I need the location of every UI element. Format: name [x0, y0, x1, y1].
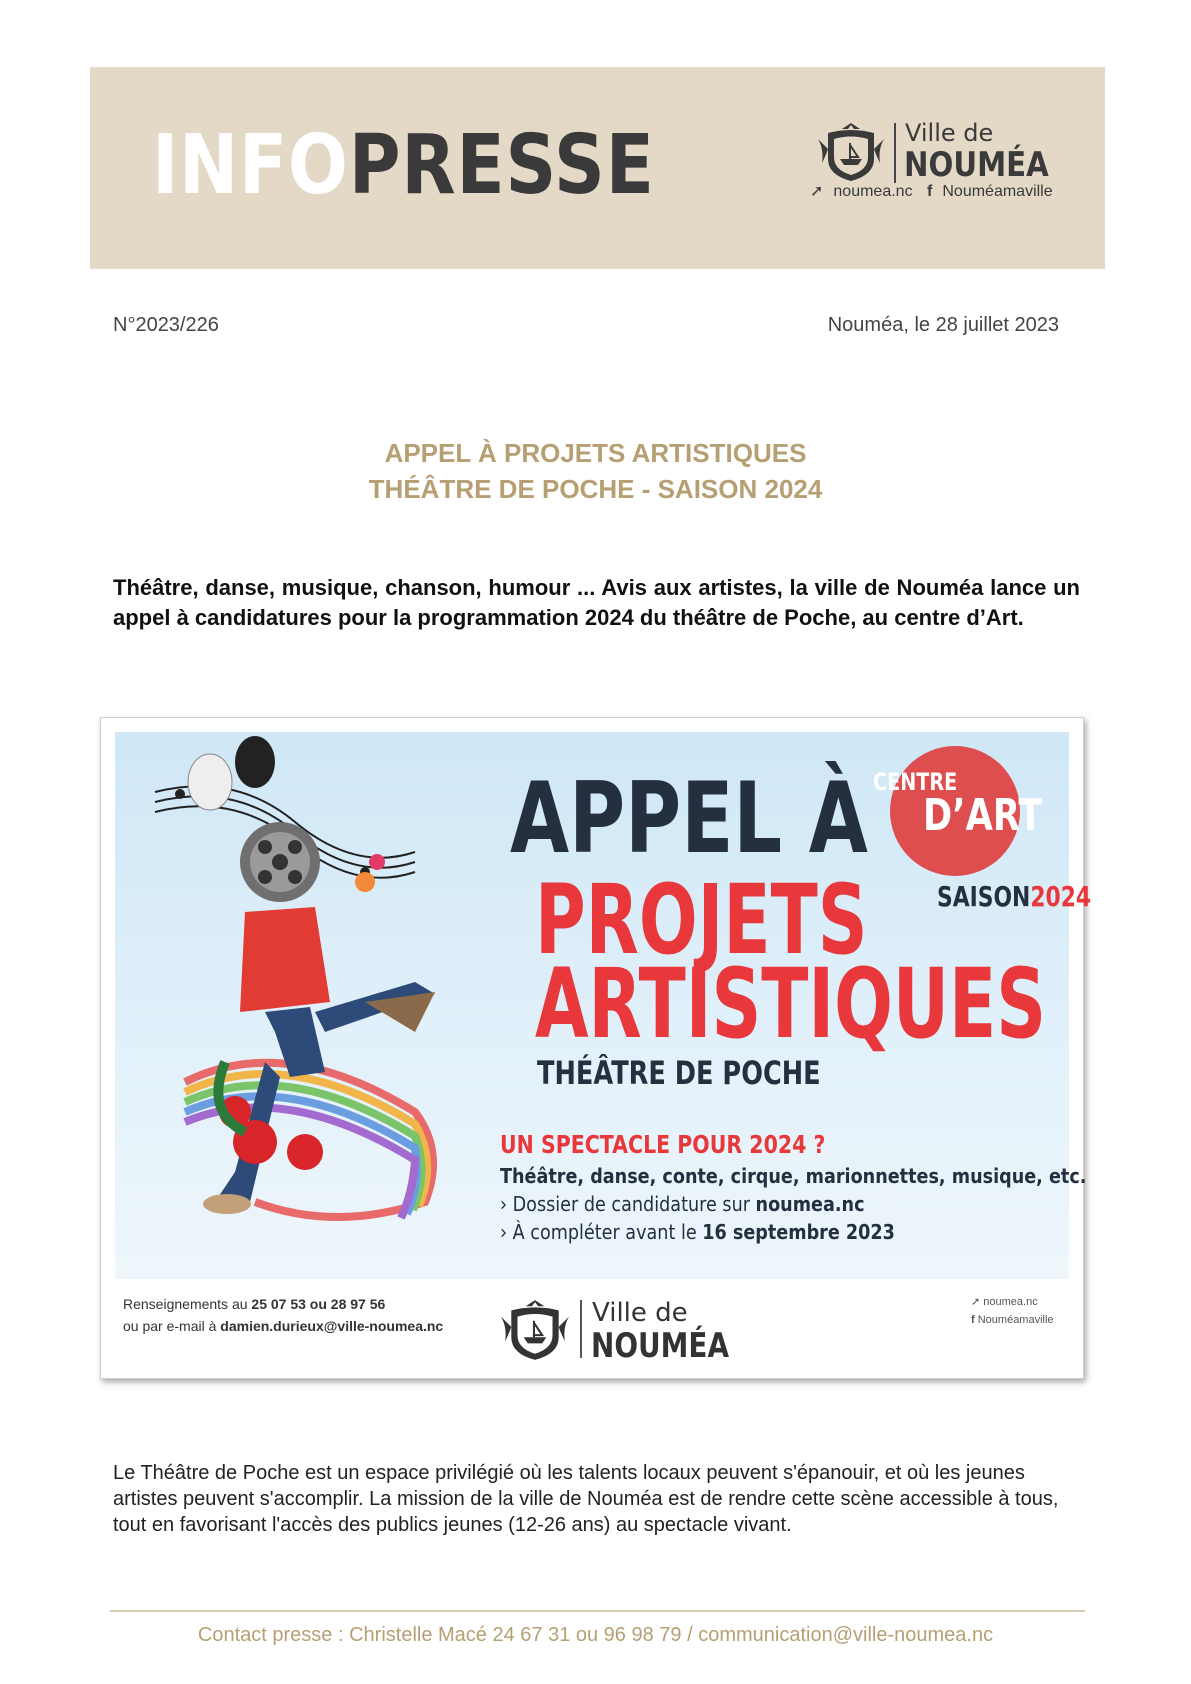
badge-centre-text: CENTRE [873, 768, 958, 796]
poster-appel: APPEL À [510, 762, 868, 876]
poster-disciplines: Théâtre, danse, conte, cirque, marionnettes, musique, etc. [500, 1164, 1087, 1188]
poster-social [971, 1293, 1054, 1329]
headline-line-2: THÉÂTRE DE POCHE - SAISON 2024 [368, 474, 823, 504]
footer-divider [110, 1610, 1085, 1612]
body-paragraph: Le Théâtre de Poche est un espace privilégié où les talents locaux peuvent s'épanouir, et où les jeunes artistes peuvent s'accomplir. La mission de la ville de Nouméa est de rendre cette scène accessible à tous, tout en favorisant l'accès des publics jeunes (12-26 ans) au spectacle vivant. [113, 1462, 1059, 1536]
email-prefix: ou par e-mail à [123, 1318, 217, 1334]
poster-social-site[interactable]: noumea.nc [983, 1296, 1038, 1308]
facebook-icon: f [971, 1314, 975, 1326]
logo-divider [894, 123, 896, 183]
noumea-crest-icon [814, 119, 888, 185]
header-social [810, 181, 1063, 201]
noumea-crest-icon [496, 1296, 574, 1364]
facebook-icon: f [927, 183, 933, 200]
headline-line-1: APPEL À PROJETS ARTISTIQUES [384, 438, 807, 468]
event-poster [100, 717, 1092, 1379]
poster-social-facebook[interactable]: Nouméamaville [977, 1314, 1054, 1326]
arrow-icon: ➚ [971, 1296, 981, 1308]
dancer-illustration-icon [115, 732, 495, 1279]
saison-year: 2024 [1030, 880, 1092, 913]
poster-email[interactable]: damien.durieux@ville-noumea.nc [220, 1318, 444, 1334]
social-facebook[interactable]: Nouméamaville [942, 183, 1053, 200]
poster-dossier [500, 1192, 865, 1216]
info-prefix: Renseignements au [123, 1296, 248, 1312]
release-date: Nouméa, le 28 juillet 2023 [827, 314, 1059, 336]
saison-word: SAISON [937, 880, 1031, 913]
dossier-site[interactable]: noumea.nc [755, 1192, 865, 1216]
dossier-prefix: › Dossier de candidature sur [500, 1192, 750, 1216]
poster-noumea-logo [496, 1296, 736, 1366]
saison-label [937, 880, 1091, 913]
poster-logo-divider [580, 1300, 582, 1358]
badge-dart-text: D’ART [923, 790, 1043, 841]
release-number: N°2023/226 [113, 314, 219, 336]
deadline-prefix: › À compléter avant le [500, 1220, 697, 1244]
poster-projets: PROJETS [535, 864, 868, 976]
ville-noumea-logo [814, 119, 1054, 219]
poster-deadline [500, 1220, 895, 1244]
poster-theatre-de-poche: THÉÂTRE DE POCHE [537, 1054, 821, 1092]
info-phones: 25 07 53 ou 28 97 56 [251, 1296, 386, 1312]
lead-paragraph: Théâtre, danse, musique, chanson, humour ... Avis aux artistes, la ville de Nouméa lance un appel à candidatures pour la programmation 2024 du théâtre de Poche, au centre d’Art. [113, 575, 1080, 630]
poster-logo-ville-de: Ville de [592, 1298, 688, 1328]
deadline-date: 16 septembre 2023 [702, 1220, 895, 1244]
logo-ville-de: Ville de [905, 119, 994, 147]
press-header [90, 67, 1105, 269]
poster-spectacle-question: UN SPECTACLE POUR 2024 ? [500, 1130, 826, 1159]
poster-logo-noumea: NOUMÉA [591, 1326, 730, 1366]
arrow-icon: ➚ [810, 183, 824, 200]
social-site[interactable]: noumea.nc [833, 183, 913, 200]
poster-artwork [115, 732, 1092, 1279]
logo-noumea: NOUMÉA [904, 145, 1049, 185]
brand-presse: PRESSE [348, 118, 655, 213]
info-presse-brand [152, 118, 655, 213]
poster-artistiques: ARTISTIQUES [535, 948, 1047, 1060]
poster-contact-info [123, 1293, 443, 1337]
brand-info: INFO [152, 118, 349, 213]
press-contact: Contact presse : Christelle Macé 24 67 31 ou 96 98 79 / communication@ville-noumea.nc [197, 1624, 994, 1646]
